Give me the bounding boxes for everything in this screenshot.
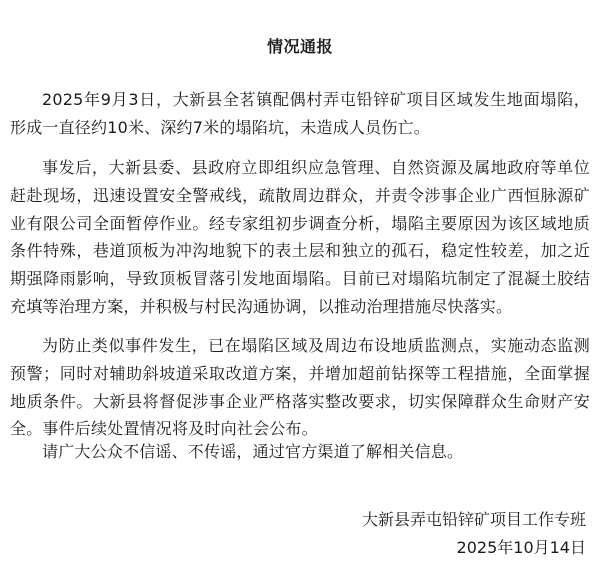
paragraph-prevention: 为防止类似事件发生，已在塌陷区域及周边布设地质监测点，实施动态监测预警；同时对辅助斜坡道采取改道方案，并增加超前钻探等工程措施，全面掌握地质条件。大新县将督促涉事企业严格落实整改要求，切实保障群众生命财产安全。事件后续处置情况将及时向社会公布。 [10,336,590,439]
notice-title: 情况通报 [266,37,333,56]
signature-organization: 大新县弄屯铅锌矿项目工作专班 [361,510,586,529]
paragraph-response: 事发后，大新县委、县政府立即组织应急管理、自然资源及属地政府等单位赶赴现场，迅速设置安全警戒线，疏散周边群众，并责令涉事企业广西恒脉源矿业有限公司全面暂停作业。经专家组初步调查分析，塌陷主要原因为该区域地质条件特殊，巷道顶板为冲沟地貌下的表土层和独立的孤石，稳定性较差，加之近期强降雨影响，导致顶板冒落引发地面塌陷。目前已对塌陷坑制定了混凝土胶结充填等治理方案，并积极与村民沟通协调，以推动治理措施尽快落实。 [10,158,590,316]
paragraph-appeal: 请广大公众不信谣、不传谣，通过官方渠道了解相关信息。 [42,442,464,461]
paragraph-incident: 2025年9月3日，大新县全茗镇配偶村弄屯铅锌矿项目区域发生地面塌陷，形成一直径约10米、深约7米的塌陷坑，未造成人员伤亡。 [10,90,590,137]
signature-date: 2025年10月14日 [456,538,586,557]
